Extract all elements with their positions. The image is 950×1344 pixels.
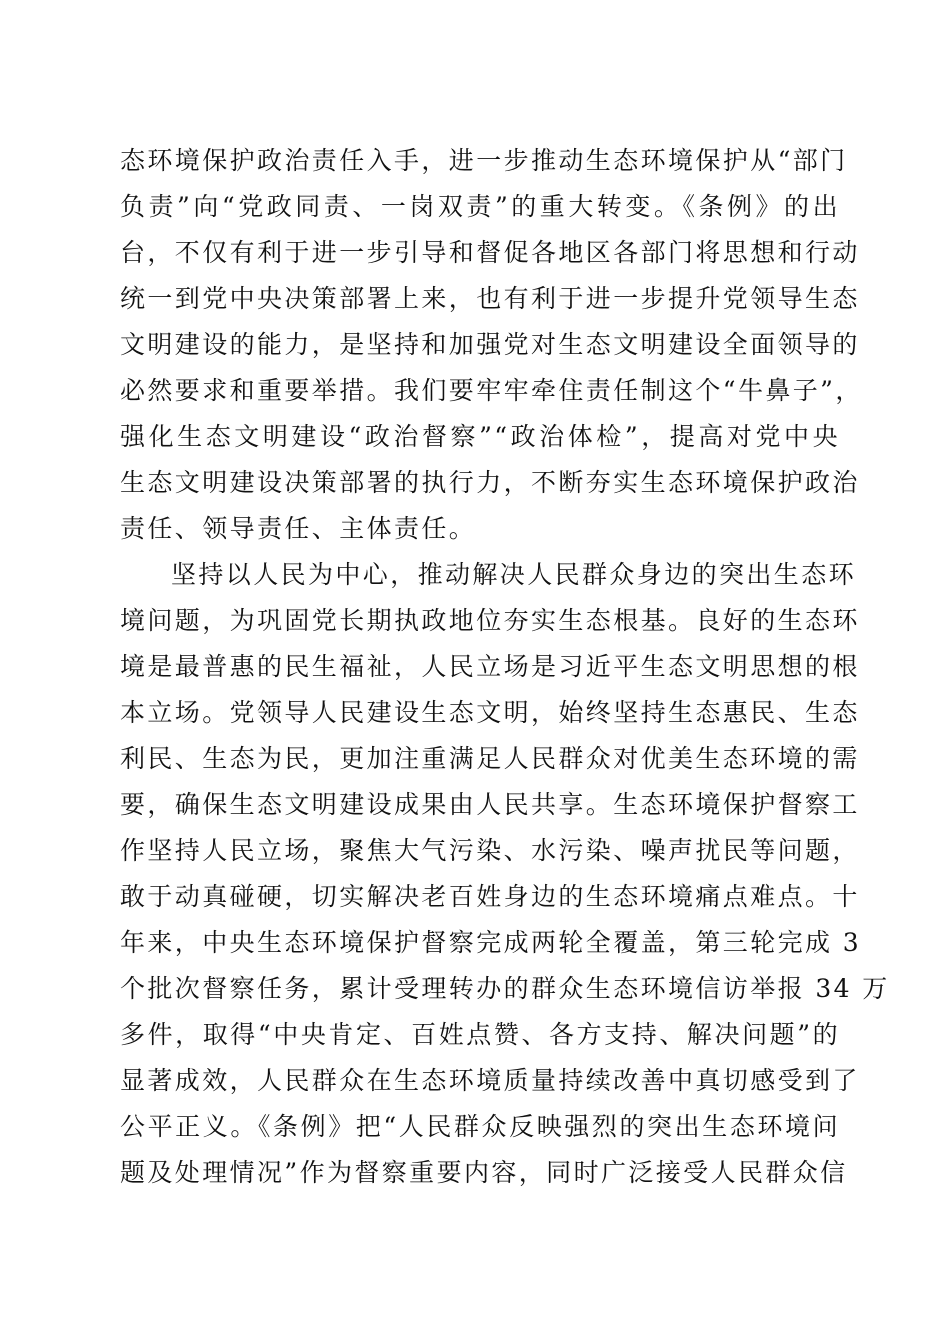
paragraph-line: 生态文明建设决策部署的执行力，不断夯实生态环境保护政治 bbox=[120, 468, 860, 497]
paragraph-line: 态环境保护政治责任入手，进一步推动生态环境保护从“部门 bbox=[120, 146, 848, 175]
paragraph-line: 利民、生态为民，更加注重满足人民群众对优美生态环境的需 bbox=[120, 744, 860, 773]
document-body bbox=[120, 138, 890, 1196]
paragraph-line: 年来，中央生态环境保护督察完成两轮全覆盖，第三轮完成 3 bbox=[120, 928, 862, 957]
paragraph-line: 敢于动真碰硬，切实解决老百姓身边的生态环境痛点难点。十 bbox=[120, 882, 860, 911]
paragraph-line: 要，确保生态文明建设成果由人民共享。生态环境保护督察工 bbox=[120, 790, 860, 819]
paragraph-line: 显著成效，人民群众在生态环境质量持续改善中真切感受到了 bbox=[120, 1066, 860, 1095]
paragraph-line: 必然要求和重要举措。我们要牢牢牵住责任制这个“牛鼻子”， bbox=[120, 376, 863, 405]
paragraph-line: 题及处理情况”作为督察重要内容，同时广泛接受人民群众信 bbox=[120, 1158, 848, 1187]
paragraph-line: 文明建设的能力，是坚持和加强党对生态文明建设全面领导的 bbox=[120, 330, 860, 359]
paragraph-line: 境是最普惠的民生福祉，人民立场是习近平生态文明思想的根 bbox=[120, 652, 860, 681]
paragraph-line: 统一到党中央决策部署上来，也有利于进一步提升党领导生态 bbox=[120, 284, 860, 313]
paragraph-line: 台，不仅有利于进一步引导和督促各地区各部门将思想和行动 bbox=[120, 238, 860, 267]
paragraph-line: 坚持以人民为中心，推动解决人民群众身边的突出生态环 bbox=[171, 560, 857, 589]
paragraph-line: 本立场。党领导人民建设生态文明，始终坚持生态惠民、生态 bbox=[120, 698, 860, 727]
paragraph-line: 作坚持人民立场，聚焦大气污染、水污染、噪声扰民等问题， bbox=[120, 836, 860, 865]
paragraph-line: 境问题，为巩固党长期执政地位夯实生态根基。良好的生态环 bbox=[120, 606, 860, 635]
paragraph-line: 个批次督察任务，累计受理转办的群众生态环境信访举报 34 万 bbox=[120, 974, 890, 1003]
paragraph-2 bbox=[120, 552, 890, 1196]
paragraph-line: 公平正义。《条例》把“人民群众反映强烈的突出生态环境问 bbox=[120, 1112, 840, 1141]
paragraph-line: 负责”向“党政同责、一岗双责”的重大转变。《条例》的出 bbox=[120, 192, 840, 221]
paragraph-line: 多件，取得“中央肯定、百姓点赞、各方支持、解决问题”的 bbox=[120, 1020, 840, 1049]
paragraph-1 bbox=[120, 138, 863, 552]
paragraph-line: 责任、领导责任、主体责任。 bbox=[120, 514, 477, 543]
paragraph-line: 强化生态文明建设“政治督察”“政治体检”，提高对党中央 bbox=[120, 422, 840, 451]
